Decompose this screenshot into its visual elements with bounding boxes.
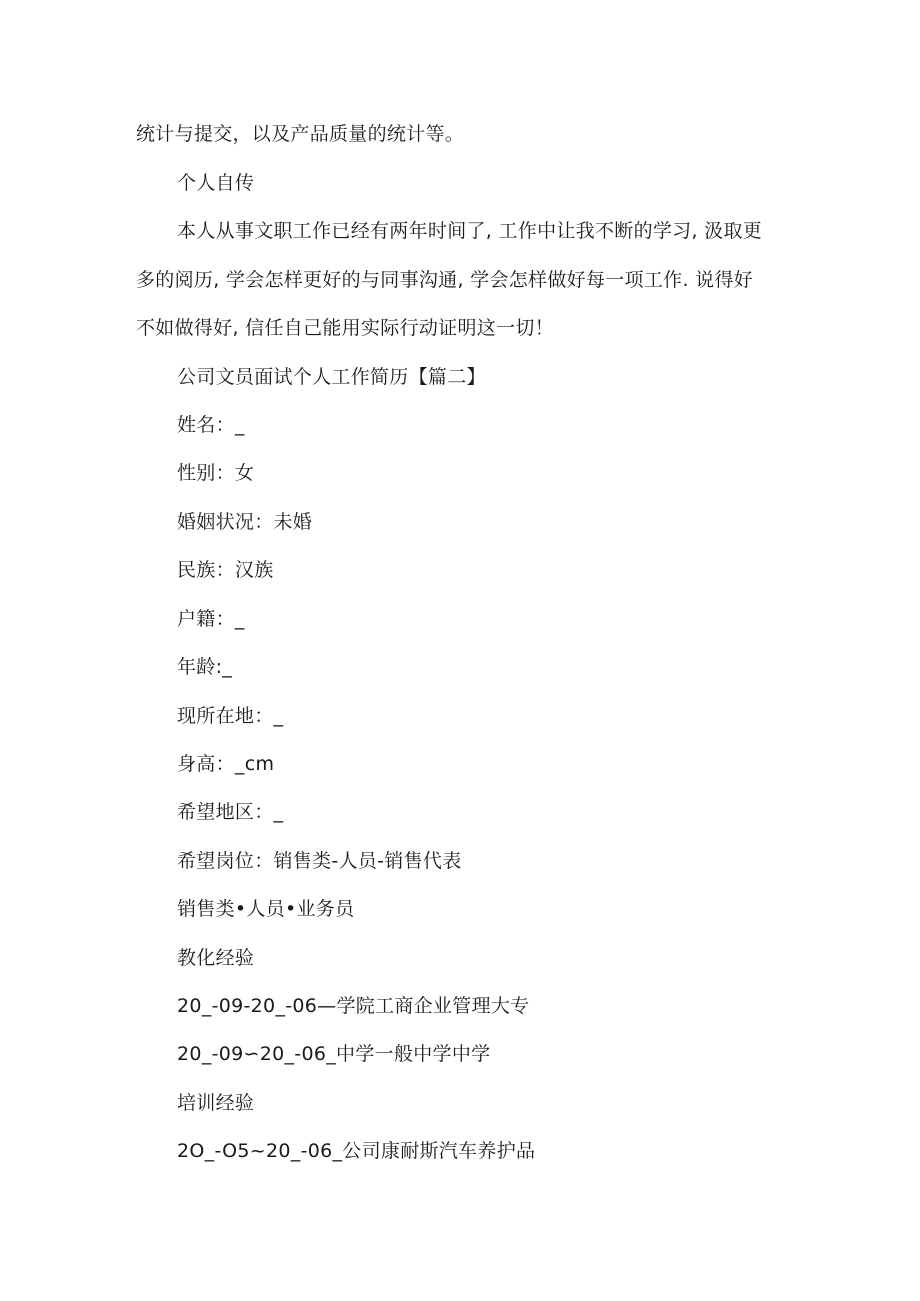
education-entry-1: 20_-09-20_-06—学院工商企业管理大专 [177, 995, 530, 1017]
education-entry-2: 20_-09∽20_-06_中学一般中学中学 [177, 1043, 491, 1065]
text-line-continuation: 统计与提交，以及产品质量的统计等。 [136, 123, 465, 145]
heading-education: 教化经验 [177, 947, 255, 969]
field-age: 年龄:_ [177, 656, 233, 678]
field-name: 姓名：_ [177, 414, 245, 436]
section-title-resume: 公司文员面试个人工作简历【篇二】 [177, 366, 486, 388]
field-desired-position-2: 销售类•人员•业务员 [177, 898, 355, 920]
paragraph-line-1: 本人从事文职工作已经有两年时间了, 工作中让我不断的学习, 汲取更 [177, 220, 763, 242]
heading-autobiography: 个人自传 [177, 172, 255, 194]
field-current-location: 现所在地：_ [177, 705, 284, 727]
field-desired-region: 希望地区：_ [177, 801, 284, 823]
field-desired-position: 希望岗位：销售类-人员-销售代表 [177, 850, 462, 872]
paragraph-line-2: 多的阅历, 学会怎样更好的与同事沟通, 学会怎样做好每一项工作. 说得好 [136, 269, 754, 291]
paragraph-line-3: 不如做得好, 信任自己能用实际行动证明这一切！ [136, 317, 554, 339]
field-gender: 性别：女 [177, 462, 255, 484]
training-entry-1: 2O_-O5~20_-06_公司康耐斯汽车养护品 [177, 1140, 536, 1162]
field-marital-status: 婚姻状况：未婚 [177, 511, 313, 533]
field-ethnicity: 民族：汉族 [177, 559, 274, 581]
field-household-registration: 户籍：_ [177, 608, 245, 630]
field-height: 身高：_cm [177, 753, 275, 775]
heading-training: 培训经验 [177, 1092, 255, 1114]
